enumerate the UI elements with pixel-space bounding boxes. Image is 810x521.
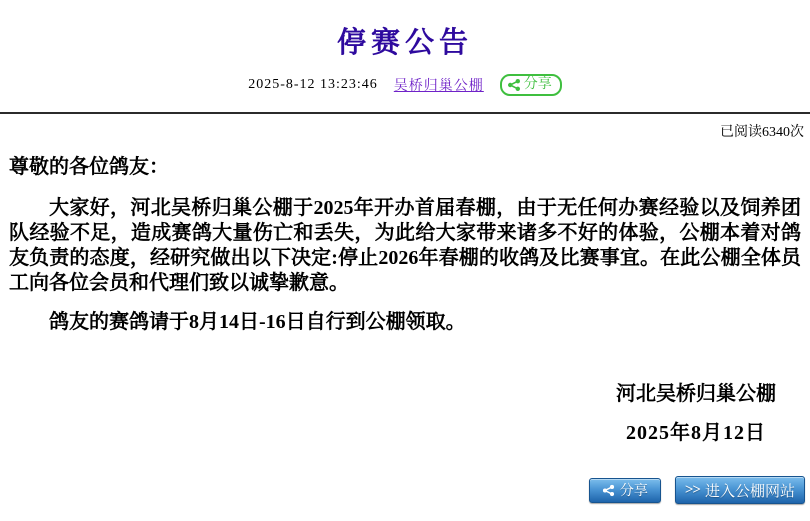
loft-link[interactable]: 吴桥归巢公棚 (393, 79, 484, 94)
footer-buttons (589, 476, 805, 504)
signature-date: 2025年8月12日 (626, 422, 766, 444)
share-button-top[interactable] (500, 74, 562, 96)
share-button-top-label: 分享 (523, 77, 552, 92)
divider (0, 112, 810, 114)
read-count: 已阅读6340次 (720, 125, 804, 140)
announcement-body (9, 155, 801, 335)
share-button-bottom[interactable] (589, 478, 661, 503)
share-icon (507, 78, 521, 92)
paragraph-2: 鸽友的赛鸽请于8月14日-16日自行到公棚领取。 (49, 311, 466, 333)
paragraph-1: 大家好，河北吴桥归巢公棚于2025年开办首届春棚，由于无任何办赛经验以及饲养团队经验不足，造成赛鸽大量伤亡和丢失，为此给大家带来诸多不好的体验，公棚本着对鸽友负责的态度，经研究做出以下决定:停止2026年春棚的收鸽及比赛事宜。在此公棚全体员工向各位会员和代理们致以诚挚歉意。 (9, 197, 801, 294)
share-button-bottom-label: 分享 (619, 484, 648, 499)
meta-row (0, 74, 810, 96)
enter-site-label: 进入公棚网站 (704, 483, 795, 500)
double-chevron-icon: >> (684, 481, 700, 498)
page-title: 停赛公告 (336, 27, 473, 59)
signature-block (616, 382, 776, 446)
enter-site-button[interactable] (675, 476, 805, 504)
share-icon (602, 484, 615, 497)
salutation: 尊敬的各位鸽友： (9, 156, 169, 178)
publish-datetime: 2025-8-12 13:23:46 (248, 77, 378, 92)
signature-name: 河北吴桥归巢公棚 (616, 383, 776, 405)
